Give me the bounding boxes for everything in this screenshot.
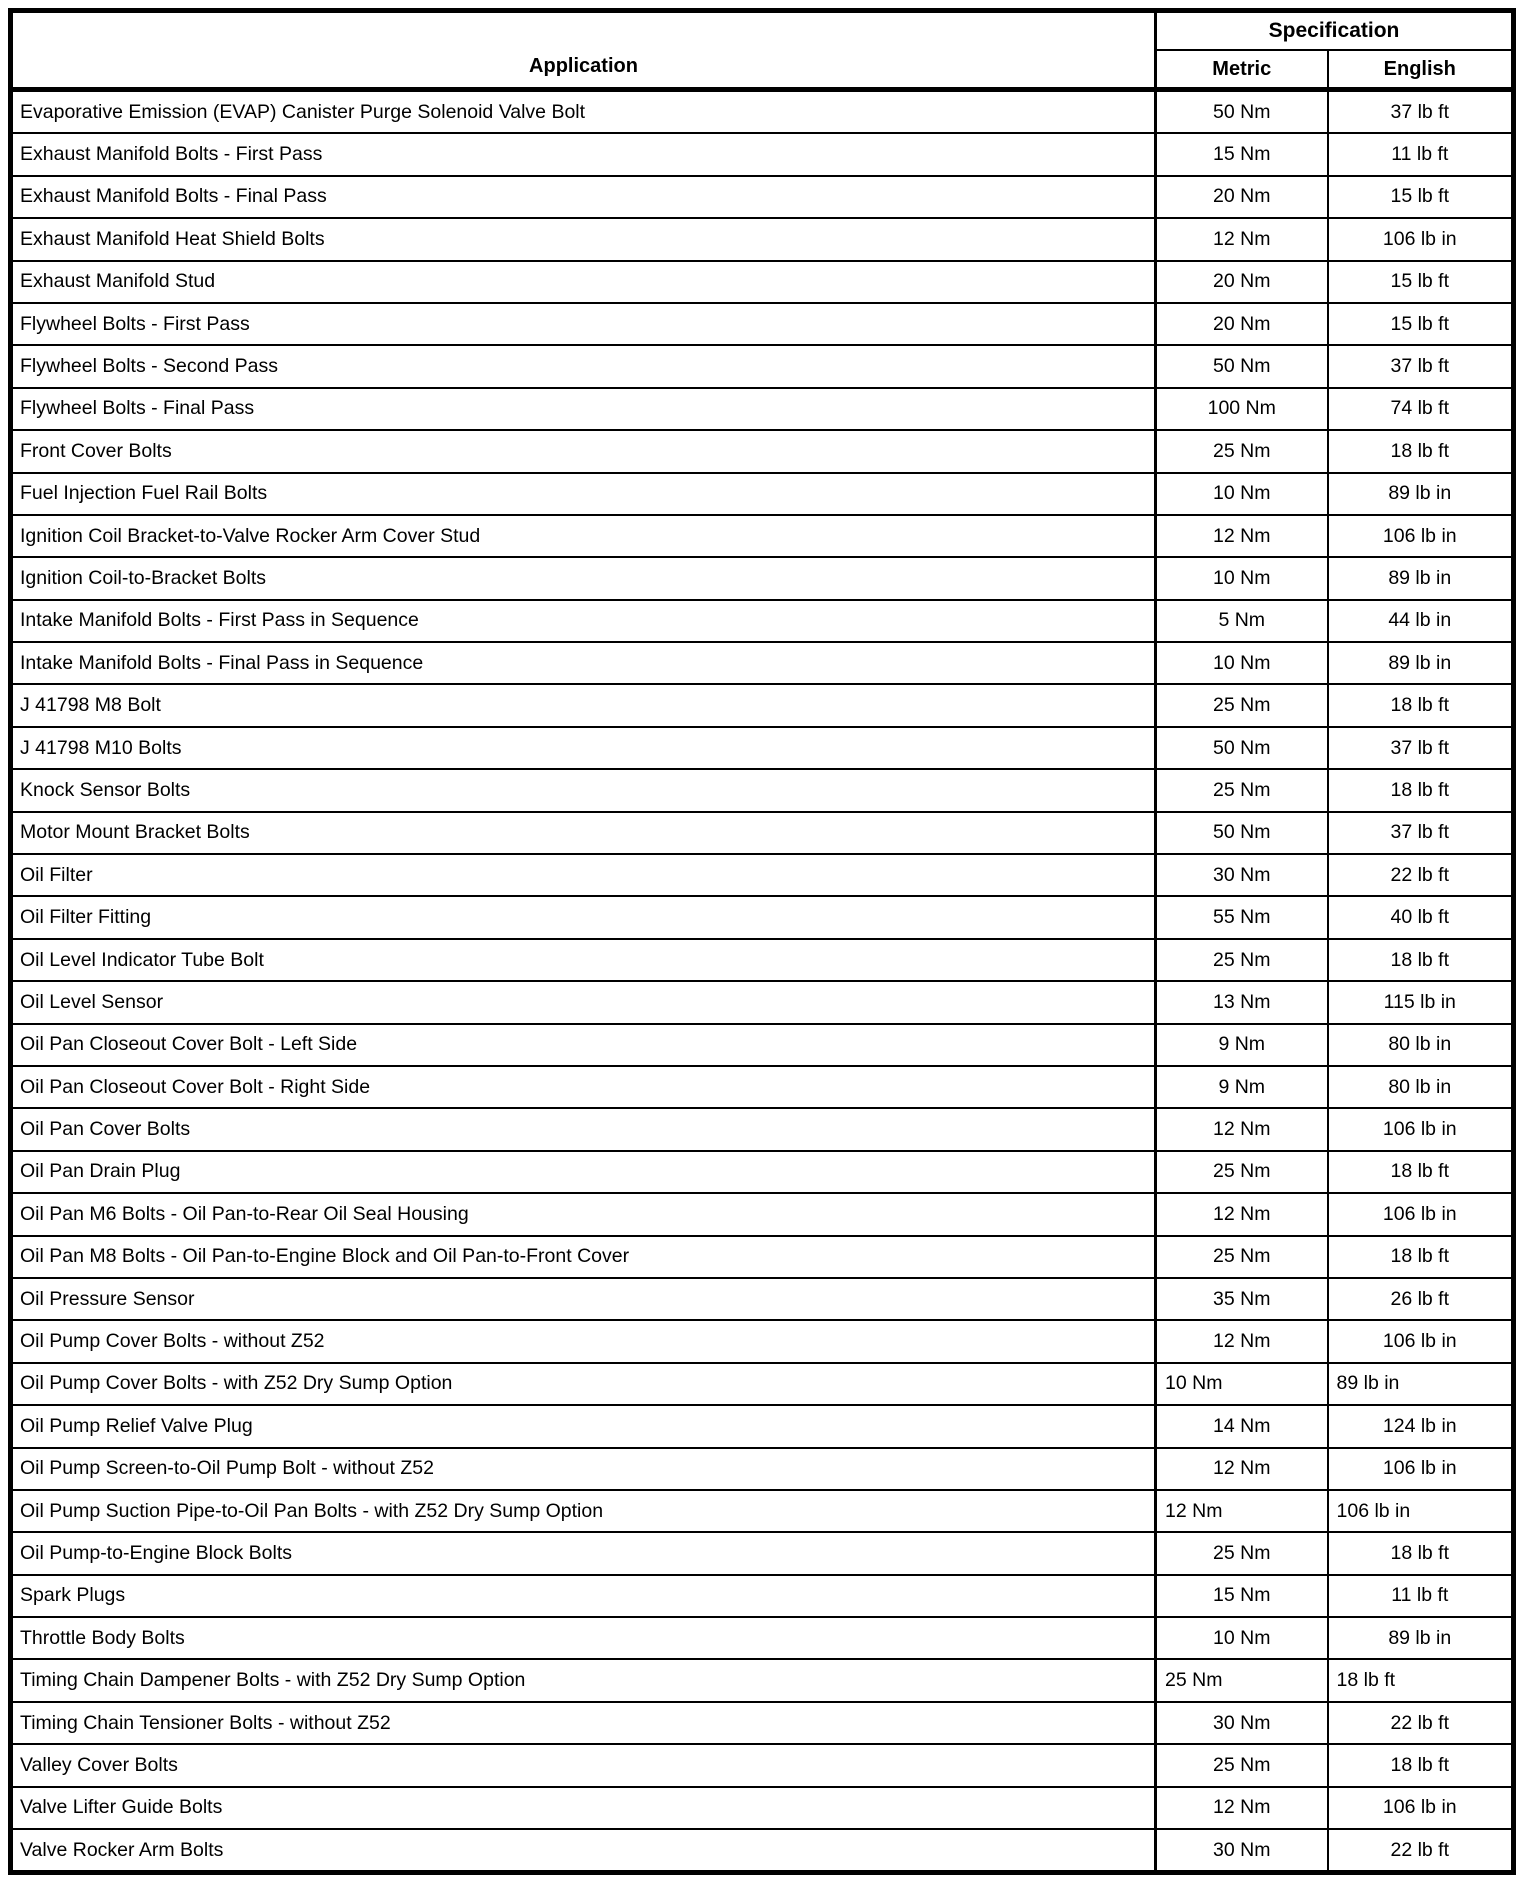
metric-value-cell: 12 Nm xyxy=(1156,1108,1328,1150)
table-row xyxy=(11,812,1514,854)
english-value-cell: 106 lb in xyxy=(1328,1448,1514,1490)
english-value-cell: 18 lb ft xyxy=(1328,1236,1514,1278)
header-row-top xyxy=(11,11,1514,51)
table-row xyxy=(11,1108,1514,1150)
application-cell: Valve Lifter Guide Bolts xyxy=(11,1787,1156,1829)
application-cell: Oil Pump-to-Engine Block Bolts xyxy=(11,1532,1156,1574)
application-cell: Oil Level Sensor xyxy=(11,981,1156,1023)
application-cell: Oil Pan Cover Bolts xyxy=(11,1108,1156,1150)
english-value-cell: 15 lb ft xyxy=(1328,261,1514,303)
application-cell: Oil Pump Cover Bolts - with Z52 Dry Sump Option xyxy=(11,1363,1156,1405)
application-cell: Oil Pan Drain Plug xyxy=(11,1151,1156,1193)
application-cell: Oil Level Indicator Tube Bolt xyxy=(11,939,1156,981)
application-cell: Valley Cover Bolts xyxy=(11,1744,1156,1786)
application-cell: Flywheel Bolts - Final Pass xyxy=(11,388,1156,430)
application-cell: Evaporative Emission (EVAP) Canister Purge Solenoid Valve Bolt xyxy=(11,90,1156,134)
metric-value-cell: 25 Nm xyxy=(1156,769,1328,811)
table-row xyxy=(11,557,1514,599)
metric-value-cell: 25 Nm xyxy=(1156,1659,1328,1701)
metric-value-cell: 10 Nm xyxy=(1156,1617,1328,1659)
metric-value-cell: 55 Nm xyxy=(1156,896,1328,938)
english-value-cell: 106 lb in xyxy=(1328,1787,1514,1829)
english-value-cell: 37 lb ft xyxy=(1328,345,1514,387)
english-value-cell: 124 lb in xyxy=(1328,1405,1514,1447)
english-value-cell: 18 lb ft xyxy=(1328,684,1514,726)
english-value-cell: 89 lb in xyxy=(1328,1617,1514,1659)
table-row xyxy=(11,176,1514,218)
metric-value-cell: 25 Nm xyxy=(1156,1532,1328,1574)
metric-value-cell: 9 Nm xyxy=(1156,1066,1328,1108)
application-cell: Exhaust Manifold Stud xyxy=(11,261,1156,303)
english-value-cell: 106 lb in xyxy=(1328,1490,1514,1532)
metric-value-cell: 100 Nm xyxy=(1156,388,1328,430)
application-cell: Oil Pan Closeout Cover Bolt - Left Side xyxy=(11,1024,1156,1066)
table-row xyxy=(11,1236,1514,1278)
table-row xyxy=(11,1787,1514,1829)
english-value-cell: 80 lb in xyxy=(1328,1066,1514,1108)
metric-value-cell: 14 Nm xyxy=(1156,1405,1328,1447)
metric-value-cell: 25 Nm xyxy=(1156,939,1328,981)
table-row xyxy=(11,473,1514,515)
english-value-cell: 89 lb in xyxy=(1328,473,1514,515)
english-value-cell: 106 lb in xyxy=(1328,1193,1514,1235)
metric-value-cell: 12 Nm xyxy=(1156,515,1328,557)
metric-value-cell: 12 Nm xyxy=(1156,1787,1328,1829)
application-cell: Exhaust Manifold Heat Shield Bolts xyxy=(11,218,1156,260)
english-value-cell: 26 lb ft xyxy=(1328,1278,1514,1320)
table-row xyxy=(11,939,1514,981)
table-row xyxy=(11,515,1514,557)
english-value-cell: 106 lb in xyxy=(1328,1108,1514,1150)
metric-value-cell: 35 Nm xyxy=(1156,1278,1328,1320)
table-row xyxy=(11,854,1514,896)
application-cell: Front Cover Bolts xyxy=(11,430,1156,472)
metric-value-cell: 25 Nm xyxy=(1156,430,1328,472)
english-value-cell: 18 lb ft xyxy=(1328,1532,1514,1574)
table-row xyxy=(11,1490,1514,1532)
table-body xyxy=(11,90,1514,1873)
application-cell: Oil Pump Screen-to-Oil Pump Bolt - without Z52 xyxy=(11,1448,1156,1490)
application-cell: Oil Pump Suction Pipe-to-Oil Pan Bolts - with Z52 Dry Sump Option xyxy=(11,1490,1156,1532)
english-value-cell: 22 lb ft xyxy=(1328,1702,1514,1744)
table-row xyxy=(11,1575,1514,1617)
table-row xyxy=(11,218,1514,260)
english-value-cell: 15 lb ft xyxy=(1328,176,1514,218)
application-cell: Oil Pump Relief Valve Plug xyxy=(11,1405,1156,1447)
metric-value-cell: 25 Nm xyxy=(1156,1151,1328,1193)
table-row xyxy=(11,1151,1514,1193)
application-cell: Oil Filter xyxy=(11,854,1156,896)
application-cell: Exhaust Manifold Bolts - Final Pass xyxy=(11,176,1156,218)
table-row xyxy=(11,600,1514,642)
application-cell: Timing Chain Tensioner Bolts - without Z52 xyxy=(11,1702,1156,1744)
metric-value-cell: 25 Nm xyxy=(1156,1236,1328,1278)
english-value-cell: 106 lb in xyxy=(1328,515,1514,557)
application-cell: Flywheel Bolts - First Pass xyxy=(11,303,1156,345)
application-cell: Knock Sensor Bolts xyxy=(11,769,1156,811)
english-value-cell: 11 lb ft xyxy=(1328,133,1514,175)
english-value-cell: 22 lb ft xyxy=(1328,854,1514,896)
table-row xyxy=(11,303,1514,345)
metric-header: Metric xyxy=(1156,50,1328,90)
application-cell: Oil Pan Closeout Cover Bolt - Right Side xyxy=(11,1066,1156,1108)
table-row xyxy=(11,90,1514,134)
table-row xyxy=(11,1024,1514,1066)
table-row xyxy=(11,345,1514,387)
table-row xyxy=(11,261,1514,303)
english-value-cell: 106 lb in xyxy=(1328,1320,1514,1362)
table-row xyxy=(11,1066,1514,1108)
english-value-cell: 37 lb ft xyxy=(1328,727,1514,769)
metric-value-cell: 20 Nm xyxy=(1156,176,1328,218)
english-value-cell: 22 lb ft xyxy=(1328,1829,1514,1873)
english-value-cell: 18 lb ft xyxy=(1328,1744,1514,1786)
metric-value-cell: 10 Nm xyxy=(1156,557,1328,599)
metric-value-cell: 20 Nm xyxy=(1156,261,1328,303)
english-value-cell: 18 lb ft xyxy=(1328,1151,1514,1193)
metric-value-cell: 20 Nm xyxy=(1156,303,1328,345)
application-cell: Oil Pan M6 Bolts - Oil Pan-to-Rear Oil Seal Housing xyxy=(11,1193,1156,1235)
application-cell: Oil Pump Cover Bolts - without Z52 xyxy=(11,1320,1156,1362)
metric-value-cell: 30 Nm xyxy=(1156,854,1328,896)
english-value-cell: 18 lb ft xyxy=(1328,1659,1514,1701)
metric-value-cell: 13 Nm xyxy=(1156,981,1328,1023)
metric-value-cell: 25 Nm xyxy=(1156,684,1328,726)
table-row xyxy=(11,896,1514,938)
table-row xyxy=(11,769,1514,811)
metric-value-cell: 10 Nm xyxy=(1156,1363,1328,1405)
english-value-cell: 37 lb ft xyxy=(1328,90,1514,134)
application-cell: Exhaust Manifold Bolts - First Pass xyxy=(11,133,1156,175)
english-value-cell: 15 lb ft xyxy=(1328,303,1514,345)
english-value-cell: 89 lb in xyxy=(1328,1363,1514,1405)
table-row xyxy=(11,1193,1514,1235)
application-cell: Oil Filter Fitting xyxy=(11,896,1156,938)
table-row xyxy=(11,1278,1514,1320)
table-row xyxy=(11,1829,1514,1873)
metric-value-cell: 50 Nm xyxy=(1156,345,1328,387)
metric-value-cell: 12 Nm xyxy=(1156,1320,1328,1362)
metric-value-cell: 50 Nm xyxy=(1156,90,1328,134)
application-cell: Intake Manifold Bolts - Final Pass in Sequence xyxy=(11,642,1156,684)
english-value-cell: 18 lb ft xyxy=(1328,769,1514,811)
metric-value-cell: 10 Nm xyxy=(1156,473,1328,515)
application-cell: Motor Mount Bracket Bolts xyxy=(11,812,1156,854)
english-value-cell: 89 lb in xyxy=(1328,557,1514,599)
table-row xyxy=(11,981,1514,1023)
metric-value-cell: 10 Nm xyxy=(1156,642,1328,684)
application-cell: J 41798 M8 Bolt xyxy=(11,684,1156,726)
metric-value-cell: 5 Nm xyxy=(1156,600,1328,642)
metric-value-cell: 15 Nm xyxy=(1156,1575,1328,1617)
english-value-cell: 11 lb ft xyxy=(1328,1575,1514,1617)
table-header xyxy=(11,11,1514,90)
table-row xyxy=(11,1448,1514,1490)
application-cell: Oil Pressure Sensor xyxy=(11,1278,1156,1320)
english-value-cell: 74 lb ft xyxy=(1328,388,1514,430)
english-value-cell: 18 lb ft xyxy=(1328,939,1514,981)
application-cell: Ignition Coil-to-Bracket Bolts xyxy=(11,557,1156,599)
application-cell: Spark Plugs xyxy=(11,1575,1156,1617)
table-row xyxy=(11,1320,1514,1362)
application-cell: Flywheel Bolts - Second Pass xyxy=(11,345,1156,387)
table-row xyxy=(11,1702,1514,1744)
english-value-cell: 115 lb in xyxy=(1328,981,1514,1023)
metric-value-cell: 12 Nm xyxy=(1156,1448,1328,1490)
english-value-cell: 18 lb ft xyxy=(1328,430,1514,472)
english-value-cell: 40 lb ft xyxy=(1328,896,1514,938)
metric-value-cell: 12 Nm xyxy=(1156,1490,1328,1532)
application-cell: Oil Pan M8 Bolts - Oil Pan-to-Engine Block and Oil Pan-to-Front Cover xyxy=(11,1236,1156,1278)
metric-value-cell: 30 Nm xyxy=(1156,1829,1328,1873)
table-row xyxy=(11,133,1514,175)
metric-value-cell: 50 Nm xyxy=(1156,727,1328,769)
table-row xyxy=(11,388,1514,430)
metric-value-cell: 25 Nm xyxy=(1156,1744,1328,1786)
english-value-cell: 44 lb in xyxy=(1328,600,1514,642)
application-cell: Intake Manifold Bolts - First Pass in Sequence xyxy=(11,600,1156,642)
metric-value-cell: 30 Nm xyxy=(1156,1702,1328,1744)
english-value-cell: 37 lb ft xyxy=(1328,812,1514,854)
table-row xyxy=(11,1744,1514,1786)
english-value-cell: 89 lb in xyxy=(1328,642,1514,684)
metric-value-cell: 9 Nm xyxy=(1156,1024,1328,1066)
table-row xyxy=(11,642,1514,684)
table-row xyxy=(11,430,1514,472)
application-cell: Valve Rocker Arm Bolts xyxy=(11,1829,1156,1873)
table-row xyxy=(11,1363,1514,1405)
metric-value-cell: 50 Nm xyxy=(1156,812,1328,854)
metric-value-cell: 15 Nm xyxy=(1156,133,1328,175)
table-row xyxy=(11,1405,1514,1447)
table-row xyxy=(11,1659,1514,1701)
metric-value-cell: 12 Nm xyxy=(1156,1193,1328,1235)
metric-value-cell: 12 Nm xyxy=(1156,218,1328,260)
english-header: English xyxy=(1328,50,1514,90)
application-cell: Throttle Body Bolts xyxy=(11,1617,1156,1659)
english-value-cell: 80 lb in xyxy=(1328,1024,1514,1066)
application-cell: Fuel Injection Fuel Rail Bolts xyxy=(11,473,1156,515)
table-row xyxy=(11,684,1514,726)
table-row xyxy=(11,727,1514,769)
table-row xyxy=(11,1532,1514,1574)
specification-header: Specification xyxy=(1156,11,1514,51)
application-cell: Ignition Coil Bracket-to-Valve Rocker Arm Cover Stud xyxy=(11,515,1156,557)
english-value-cell: 106 lb in xyxy=(1328,218,1514,260)
application-cell: Timing Chain Dampener Bolts - with Z52 Dry Sump Option xyxy=(11,1659,1156,1701)
table-row xyxy=(11,1617,1514,1659)
application-header: Application xyxy=(11,11,1156,90)
torque-spec-table xyxy=(8,8,1516,1875)
application-cell: J 41798 M10 Bolts xyxy=(11,727,1156,769)
